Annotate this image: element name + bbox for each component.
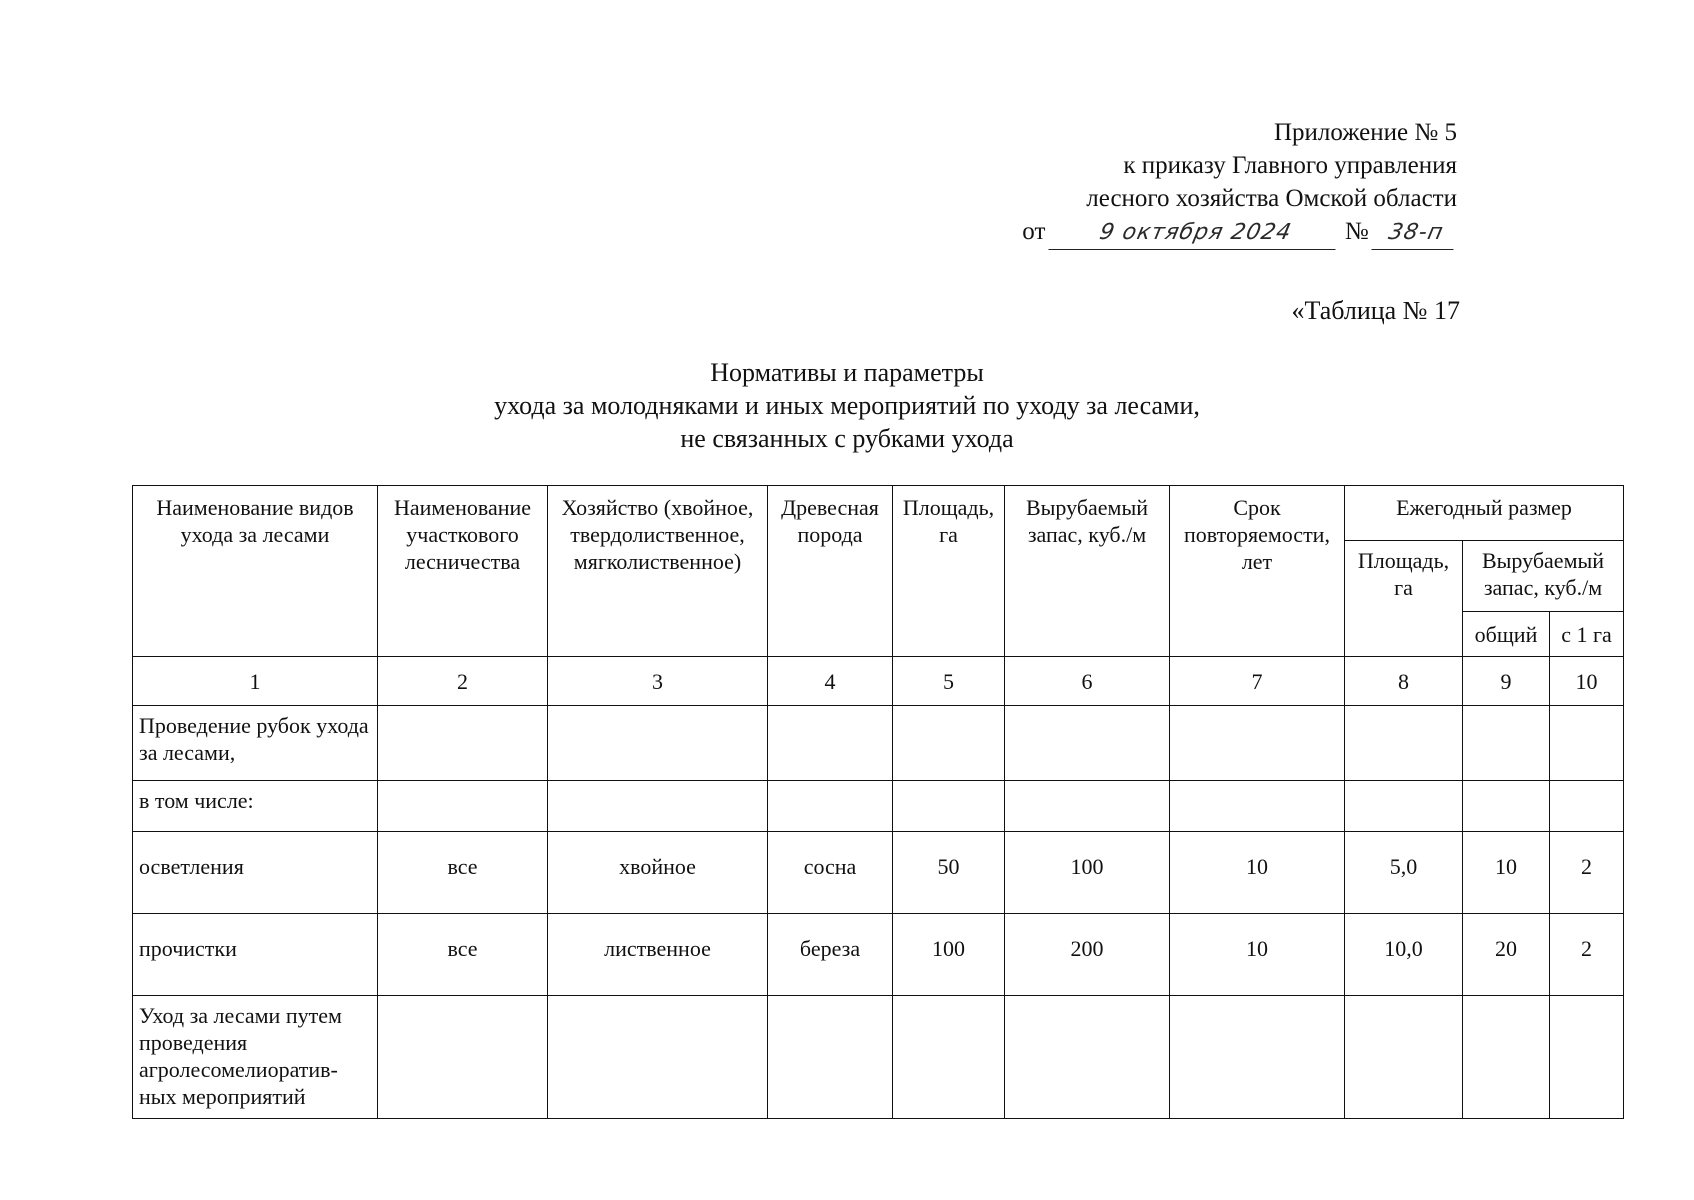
annual-total-cell: 10 xyxy=(1463,832,1550,914)
table-row xyxy=(133,914,1624,996)
annual-area-cell: 10,0 xyxy=(1345,914,1463,996)
period-cell xyxy=(1170,706,1345,781)
header-total: общий xyxy=(1463,612,1550,657)
order-reference: к приказу Главного управления xyxy=(1123,152,1457,179)
issuing-authority: лесного хозяйства Омской области xyxy=(1086,185,1457,212)
header-period: Срок повторяемости, лет xyxy=(1170,486,1345,657)
period-cell: 10 xyxy=(1170,832,1345,914)
annual-total-cell xyxy=(1463,781,1550,832)
period-cell: 10 xyxy=(1170,914,1345,996)
table-row xyxy=(133,996,1624,1119)
annual-total-cell xyxy=(1463,706,1550,781)
area-cell: 50 xyxy=(893,832,1005,914)
annual-per-ha-cell: 2 xyxy=(1550,914,1624,996)
order-date-line xyxy=(1022,215,1457,250)
species-cell xyxy=(768,781,893,832)
header-row xyxy=(133,486,1624,541)
column-number: 6 xyxy=(1005,657,1170,706)
care-type-name: в том числе: xyxy=(133,781,378,832)
column-number: 4 xyxy=(768,657,893,706)
forestry-cell xyxy=(378,996,548,1119)
norms-table xyxy=(132,485,1624,1119)
volume-cell xyxy=(1005,996,1170,1119)
annual-area-cell: 5,0 xyxy=(1345,832,1463,914)
table-label: «Таблица № 17 xyxy=(1291,296,1460,325)
economy-cell xyxy=(548,781,768,832)
header-annual-area: Площадь, га xyxy=(1345,541,1463,657)
annual-per-ha-cell: 2 xyxy=(1550,832,1624,914)
header-annual-volume: Вырубаемый запас, куб./м xyxy=(1463,541,1624,612)
header-annual-size: Ежегодный размер xyxy=(1345,486,1624,541)
column-number: 2 xyxy=(378,657,548,706)
species-cell xyxy=(768,996,893,1119)
from-label: от xyxy=(1022,218,1046,245)
economy-cell: хвойное xyxy=(548,832,768,914)
annual-area-cell xyxy=(1345,706,1463,781)
table-row xyxy=(133,832,1624,914)
header-area: Площадь, га xyxy=(893,486,1005,657)
species-cell xyxy=(768,706,893,781)
forestry-cell xyxy=(378,706,548,781)
economy-cell: лиственное xyxy=(548,914,768,996)
column-number: 7 xyxy=(1170,657,1345,706)
species-cell: сосна xyxy=(768,832,893,914)
forestry-cell: все xyxy=(378,832,548,914)
document-title xyxy=(200,356,1494,455)
appendix-number: Приложение № 5 xyxy=(1273,119,1457,146)
period-cell xyxy=(1170,781,1345,832)
annual-per-ha-cell xyxy=(1550,996,1624,1119)
handwritten-date: 9 октября 2024 xyxy=(1048,216,1342,250)
column-number: 8 xyxy=(1345,657,1463,706)
header-per-ha: с 1 га xyxy=(1550,612,1624,657)
care-type-name: Проведение рубок ухода за лесами, xyxy=(133,706,378,781)
number-label: № xyxy=(1344,218,1369,245)
column-number: 10 xyxy=(1550,657,1624,706)
annual-per-ha-cell xyxy=(1550,781,1624,832)
care-type-name: прочистки xyxy=(133,914,378,996)
title-line-1: Нормативы и параметры xyxy=(710,358,984,387)
economy-cell xyxy=(548,996,768,1119)
appendix-header xyxy=(1022,116,1457,250)
title-line-3: не связанных с рубками ухода xyxy=(680,424,1014,453)
economy-cell xyxy=(548,706,768,781)
header-species: Древесная порода xyxy=(768,486,893,657)
column-number-row xyxy=(133,657,1624,706)
area-cell xyxy=(893,781,1005,832)
table-row xyxy=(133,706,1624,781)
volume-cell xyxy=(1005,781,1170,832)
volume-cell: 100 xyxy=(1005,832,1170,914)
handwritten-number: 38-п xyxy=(1371,216,1460,250)
annual-area-cell xyxy=(1345,781,1463,832)
header-forestry: Наименование участкового лесничества xyxy=(378,486,548,657)
area-cell xyxy=(893,996,1005,1119)
annual-per-ha-cell xyxy=(1550,706,1624,781)
column-number: 1 xyxy=(133,657,378,706)
forestry-cell: все xyxy=(378,914,548,996)
volume-cell: 200 xyxy=(1005,914,1170,996)
header-volume: Вырубаемый запас, куб./м xyxy=(1005,486,1170,657)
column-number: 3 xyxy=(548,657,768,706)
annual-area-cell xyxy=(1345,996,1463,1119)
care-type-name: осветления xyxy=(133,832,378,914)
area-cell: 100 xyxy=(893,914,1005,996)
column-number: 9 xyxy=(1463,657,1550,706)
care-type-name: Уход за лесами путем проведения агролесомелиоратив-ных мероприятий xyxy=(133,996,378,1119)
species-cell: береза xyxy=(768,914,893,996)
area-cell xyxy=(893,706,1005,781)
title-line-2: ухода за молодняками и иных мероприятий по уходу за лесами, xyxy=(494,391,1200,420)
annual-total-cell: 20 xyxy=(1463,914,1550,996)
header-care-type: Наименование видов ухода за лесами xyxy=(133,486,378,657)
volume-cell xyxy=(1005,706,1170,781)
annual-total-cell xyxy=(1463,996,1550,1119)
column-number: 5 xyxy=(893,657,1005,706)
header-economy: Хозяйство (хвойное, твердолиственное, мягколиственное) xyxy=(548,486,768,657)
forestry-cell xyxy=(378,781,548,832)
table-row xyxy=(133,781,1624,832)
period-cell xyxy=(1170,996,1345,1119)
